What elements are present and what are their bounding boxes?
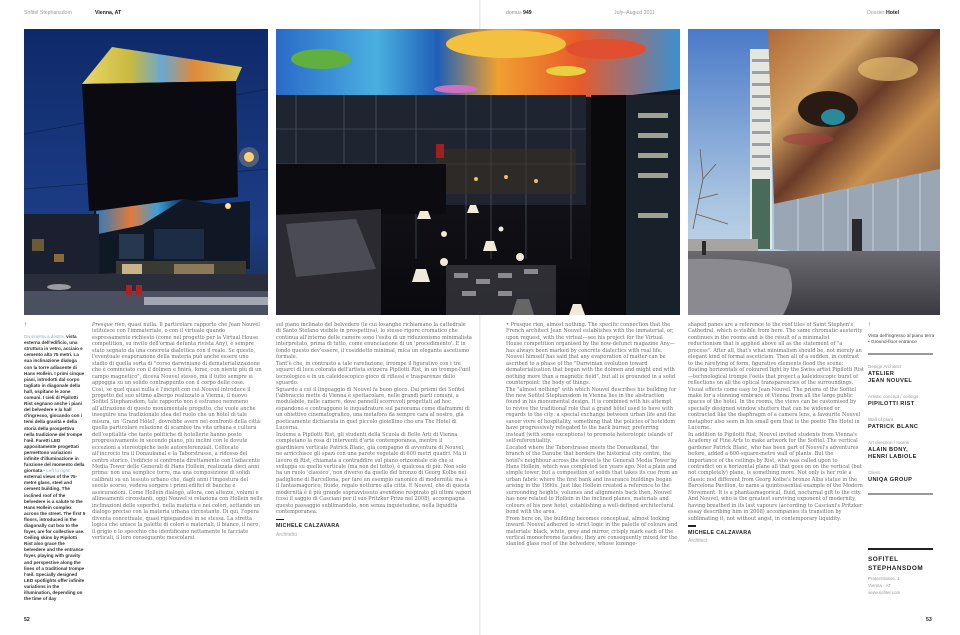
folio-dossier: [867, 10, 899, 16]
author-role: Architect: [688, 538, 708, 544]
credit-value: [868, 371, 942, 387]
exterior-night-image: [24, 29, 268, 315]
english-p2: The "almost nothing" with which Nouvel describes his building for the new Sofitel Stephansdom in Vienna lies in the abstraction found in his monumental design. It is combined with his attempt to revive the traditional role that a grand hôtel used to have with regards to the city: a special exchange between urban life and the savoir vivre of hospitality, something that the policies of hoteldom have progressively relegated to the back burner, preferring instead (with some exceptions) to promote heterotopic islands of self-referentiality.: [506, 386, 677, 445]
credits-up-arrow-icon: ↑: [868, 322, 871, 328]
english-p1: • Presque rien, almost nothing. The specific connection that the French architect Jean Nouvel establishes with the immaterial, or, upon request, with the virtual—see his project for the Virtual House competition organised by the now-defunct magazine Any—has always been marked by concrete dialectics with real life. Nouvel himself has said that any evaporation of matter can be ascribed to a phase of the "Darwinian evolution toward dematerialisation that began with the dolmen and might end with nothing more than a magnetic field", but all is grounded in a solid counterpoint: the body of things.: [506, 322, 676, 387]
credit-value-line: HENRI LABIOLE: [868, 454, 917, 461]
hotel-info-rule: [868, 548, 933, 551]
folio-dossier-label: Dossier: [867, 10, 885, 16]
caption-en-lead: • Left to right:: [43, 468, 71, 474]
credit-item: [868, 364, 942, 387]
italian-paragraph: [92, 322, 264, 387]
interior-restaurant-image: [276, 29, 680, 315]
author-name: MICHELE CALZAVARA: [688, 529, 752, 536]
credit-label: Artistic concept / ceilings: [868, 394, 919, 400]
italian-p2: Così, se quel quasi nulla è l'incipit con cui Nouvel introduce il progetto del suo ultimo albergo realizzato a Vienna, il nuovo Sofitel Stephansdom, tale rapporto non è estraneo nemmeno all'attrazione di questo monumentale progetto, che vuole anche inseguire una tradizionale idea del ruolo che un hôtel di tale misura, un 'Grand Hôtel', dovrebbe avere nei confronti della città: quella particolare relazione di scambio tra vita urbana e cultura dell'ospitalità che tante politiche di hotellerie hanno posto progressivamente in secondo piano, più inclini con le dovute eccezioni a stereotipiche isole autoreferenziali. Collocato all'incrocio tra il Donaukanal e la Taborstrasse, a ridosso del centro storico, l'edificio si confronta direttamente con l'adiacente Media Tower delle Generali di Hans Hollein, realizzata dieci anni prima: non una semplice torre, ma una composizione di solidi calibrati su un tessuto urbano che, dagli anni l'impostura del secolo scorso, vedeva sorgere i primi edifici di banche e assicurazioni. Come Hollein dialogò, allora, con altezze, volumi e allineamenti circostanti, oggi Nouvel si relaziona con Hollein nelle inclinazioni delle superfici, nella materia e nei colori, settando un dialogo preciso con la materia urbana circostante. Di qui, l'opera diventa concettuale, quasi ripiegandosi in se stessa. La stretta logica che unisce la palette di colori e materiali, il bianco, il nero, il grigio e lo specchio che identificano nettamente le facciate verticali, il loro conseguente mescolarsi: [92, 386, 263, 541]
credits-divider: [868, 493, 933, 495]
photo-caption-left: [24, 322, 86, 602]
page-number-left: 52: [24, 617, 30, 623]
credits-spacer: [868, 504, 942, 548]
credit-value-line: ATELIER: [868, 370, 895, 377]
credit-item: [868, 440, 942, 463]
author-role: Architetto: [276, 531, 298, 538]
italian-p4: Tant'è che, in contrasto a tale rarefazione, irrompe il figurativo con i tre squarci di luce colorata dell'artista svizzera Pipilotti Rist, in un trompe-l'œil tecnologico e in un caleidoscopico gioco di riflessi e trasparenze dello sguardo.: [276, 360, 471, 387]
credit-label: Art direction / rooms: [868, 439, 910, 445]
credit-item: [868, 394, 942, 409]
english-signature: [688, 525, 864, 544]
exterior-night-photo: [24, 29, 268, 315]
ground-floor-entrance-image: [688, 29, 940, 315]
credit-item: [868, 470, 942, 485]
folio-issue: 949: [523, 10, 532, 16]
english-p3: Located where the Taborstrasse meets the Donaukanal, the branch of the Danube that borders the historical city centre, the hotel's neighbour across the street is the Generali Media Tower by Hans Hollein, which was completed ten years ago. Not a plain and simple tower, but a composition of solids that takes its cue from an urban fabric where the first bank and insurance buildings began arising in the 1990s. Just like Hollein created a reference to the surrounding heights, volumes and alignments back then, Nouvel has now related to Hollein in the inclined planes, materials and colours of his new hotel, establishing a well-defined architectural bond with the area.: [506, 444, 678, 516]
italian-p3: sul piano inclinato del belvedere (le cui losanghe richiamano la cattedrale di Santo Stefano visibile in prospettiva), lo stesso rigore cromatico che continua all'interno delle camere sono l'esito di un riduzionismo minimalista interpretato, prima di tutto, come enunciazione di un 'procedimento'. È in fondo questo dev'essere, il cosiddetto minimal, mica un elegante ascetismo formale.: [276, 322, 472, 361]
folio-section: Sofitel Stephansdom: [24, 10, 72, 16]
hotel-address: Praterstrasse, 1: [868, 576, 900, 582]
folio-date: July–August 2011: [614, 10, 655, 16]
caption-it-lead: Da sinistra a destra:: [24, 334, 65, 340]
credit-value-line: ALAIN BONY,: [868, 446, 909, 453]
credit-label: Wall of plant: [868, 416, 894, 422]
credit-label: Design Architect: [868, 363, 902, 369]
italian-p1: , quasi nulla. Il particolare rapporto che Jean Nouvel istituisce con l'immateriale, o con il virtuale quando espressamente richiesto (come nel progetto per la Virtual House competition, su invito dell'ormai defunta rivista Any), è sempre stato segnato da una concreta dialettica con il reale. Se questo, l'eventuale evaporazione della materia può anche essere uno stadio di quella sorta di "corso darwiniano di dematerializzazione che è cominciato con il dolmen e finirà, forse, con niente più di un campo magnetico", diceva Nouvel stesso, ma il tutto sempre si appoggia su un solido contrappunto con il corpo delle cose.: [92, 322, 262, 387]
credits-sidebar: [868, 322, 942, 596]
page-number-right: 53: [926, 617, 932, 623]
caption-it-text: vista esterna dell'edificio, una struttura in vetro, acciaio e cemento alta 75 metri. La sua inclinazione dialoga con la torre adiacente di Hans Hollein. I primi cinque piani, introdotti dal corpo tagliato in diagonale della hall, ospitano le zone comuni. I cieli di Pipilotti Rist segnano anche i piani del belvedere e la hall d'ingresso, giocando con i temi della gravità e della storia della prospettiva nella tradizione del trompe l'œil. Faretti LED appositamente progettati permettono variazioni infinite d'illuminazione in funzione del momento della giornata: [24, 334, 85, 474]
italian-text-column-2: [276, 322, 472, 612]
folio-magazine: [506, 10, 532, 16]
hotel-name: [868, 556, 942, 573]
italian-text-column-1: [92, 322, 264, 612]
english-p4: From here on, the building becomes conceptual, almost looking inward. Nouvel adhered to strict logic in the palette of colours and materials: black, white, grey and mirror, crisply mark each of the vertical monochrome facades; they are consequently mixed for the slanted glass roof of the belvedere, whose lozenge-: [506, 515, 678, 548]
interior-restaurant-photo: [276, 29, 680, 315]
credit-value: PIPILOTTI RIST: [868, 401, 915, 408]
credits-divider: [868, 353, 933, 355]
italian-p5: Sguardo a cui il linguaggio di Nouvel fa buon gioco. Dai prismi dei Sofitel l'abbraccio mette di Vienna è spettacolare, nelle grandi parti comuni, a modulabile, nelle camere, dove pannelli scorrevoli progettati ad hoc espandono e contraggono le inquadrature sul panorama come diaframmi di un obiettivo cinematografico, una metafora da sempre cara al nostro, già poeticamente dichiarata in quel piccolo gioiellino che era The Hotel di Lucerna.: [276, 386, 470, 432]
folio-location-text: Vienna, AT: [95, 10, 122, 16]
folio-dossier-name: Hotel: [886, 10, 900, 16]
ground-floor-entrance-photo: [688, 29, 940, 315]
english-p5: shaped panes are a reference to the roof tiles of Saint Stephen's Cathedral, which is visible from here. The same chromatic austerity continues in the rooms and is the result of a minimalist reductionism that is applied above all as the statement of "a process". After all, that's what minimalism should be, not merely an elegant kind of formal asceticism. Then all of a sudden, in contrast to the rarefying of form, figurative elements flood the scene: floating horizontals of coloured light by the Swiss artist Pipilotti Rist—technological trompe l'oeils that project a kaleidoscopic burst of reflections on all the optical transparencies of the surroundings. Visual effects come easy to Jean Nouvel. The prisms of the Sofitel make for a stunning embrace of Vienna from all the large public spaces of the hotel. In the rooms, the views can be customised by specially designed window shutters that can be widened or contracted like the diaphragm of a camera lens, a favourite Nouvel metaphor also seen in his small gem that is the poetic The Hotel in Lucerne.: [688, 322, 864, 432]
folio-magazine-name: domus: [506, 10, 522, 16]
signature-dash: [688, 525, 696, 527]
credits-caption-it: Vista dell'ingresso al piano terra: [868, 333, 935, 338]
caption-up-arrow-icon: ↑: [24, 322, 27, 328]
hotel-name-line: SOFITEL: [868, 556, 899, 564]
credit-item: [868, 417, 942, 432]
hotel-city: Vienna - AT: [868, 583, 892, 589]
credit-label: Client: [868, 470, 880, 476]
caption-en-text: external views of the 75-metre glass, steel and cement building. The inclined roof of the belvedere is a salute to the Hans Hollein complex across the street. The first 5 floors, introduced in the diagonally cut box to the foyer, are for collective use. Ceiling skins by Pipilotti Rist also grace the belvedere and the entrance foyer, playing with gravity and perspective along the lines of a traditional trompe l'œil. Specially designed LED spotlights offer infinite variations in the illumination, depending on the time of day: [24, 474, 86, 602]
credit-value: [868, 447, 942, 463]
credits-caption: [868, 322, 942, 345]
folio-location: [95, 10, 121, 16]
signature-dash: [276, 519, 284, 521]
credit-value: PATRICK BLANC: [868, 423, 919, 430]
credit-value: UNIQA GROUP: [868, 477, 913, 484]
english-text-column-2: [688, 322, 864, 612]
credit-value-line: JEAN NOUVEL: [868, 378, 913, 385]
hotel-website[interactable]: www.sofitel.com: [868, 590, 901, 596]
italian-signature: [276, 519, 472, 538]
italian-p6: Insieme a Pipilotti Rist, gli studenti della Scuola di Belle Arti di Vienna completano la rosa di interventi d'arte contemporanea, mentre il giardiniere verticale Patrick Blanc, già compagno di avventura di Nouvel, ne arricchisce gli spazi con una parete vegetale di 600 metri quadri. Ma il lavoro di Rist, chiamata a contraddire sul piano orizzontale ciò che si sviluppa su quello verticale (ma non del tutto), è qualcosa di più. Non solo ha un ruolo 'classico', non diverso da quello del bronzo di Georg Kolbe nel padiglione di Barcellona, per fare un esempio canonico di modernità: ma è il fantasmagorico, fluido, regalo notturno alla città. E Nouvel, che di questa modernità è il più grande sopravvissuto avendone respirato gli ultimi vapori (così il saggio di Casciani per il suo Pritzker Prize nel 2008), accompagna questo passaggio sublimandolo, non senza inquietudine, nella liquidità contemporanea.: [276, 431, 472, 516]
english-text-column-1: [506, 322, 678, 612]
hotel-name-line: STEPHANSDOM: [868, 564, 924, 572]
italian-lead: Presque rien: [92, 322, 125, 328]
english-p6: In addition to Pipilotti Rist, Nouvel invited students from Vienna's Academy of Fine Arts to make artwork for the Sofitel. The vertical gardener Patrick Blanc, who has been part of Nouvel's adventures before, added a 600-square-metre wall of plants. But the importance of the ceilings by Rist, who was called upon to contradict on a horizontal plane all that goes on on the vertical (but not completely) plane, is something more. Not only is her role a classic nod different from Georg Kolbe's bronze Alba statue in the Barcelona Pavilion, to name a quintessential example of the Modern Movement. It is a phantasmagorical, fluid, nocturnal gift to the city. And Nouvel, who is the greatest surviving exponent of modernity, having breathed in its last vapours (according to Casciani's Pritzker essay describing him in 2008) accompanies its transition by sublimating it, not without angst, in contemporary liquidity.: [688, 431, 863, 522]
author-name: MICHELE CALZAVARA: [276, 523, 340, 530]
credits-caption-en: • Ground-floor entrance: [868, 339, 917, 344]
